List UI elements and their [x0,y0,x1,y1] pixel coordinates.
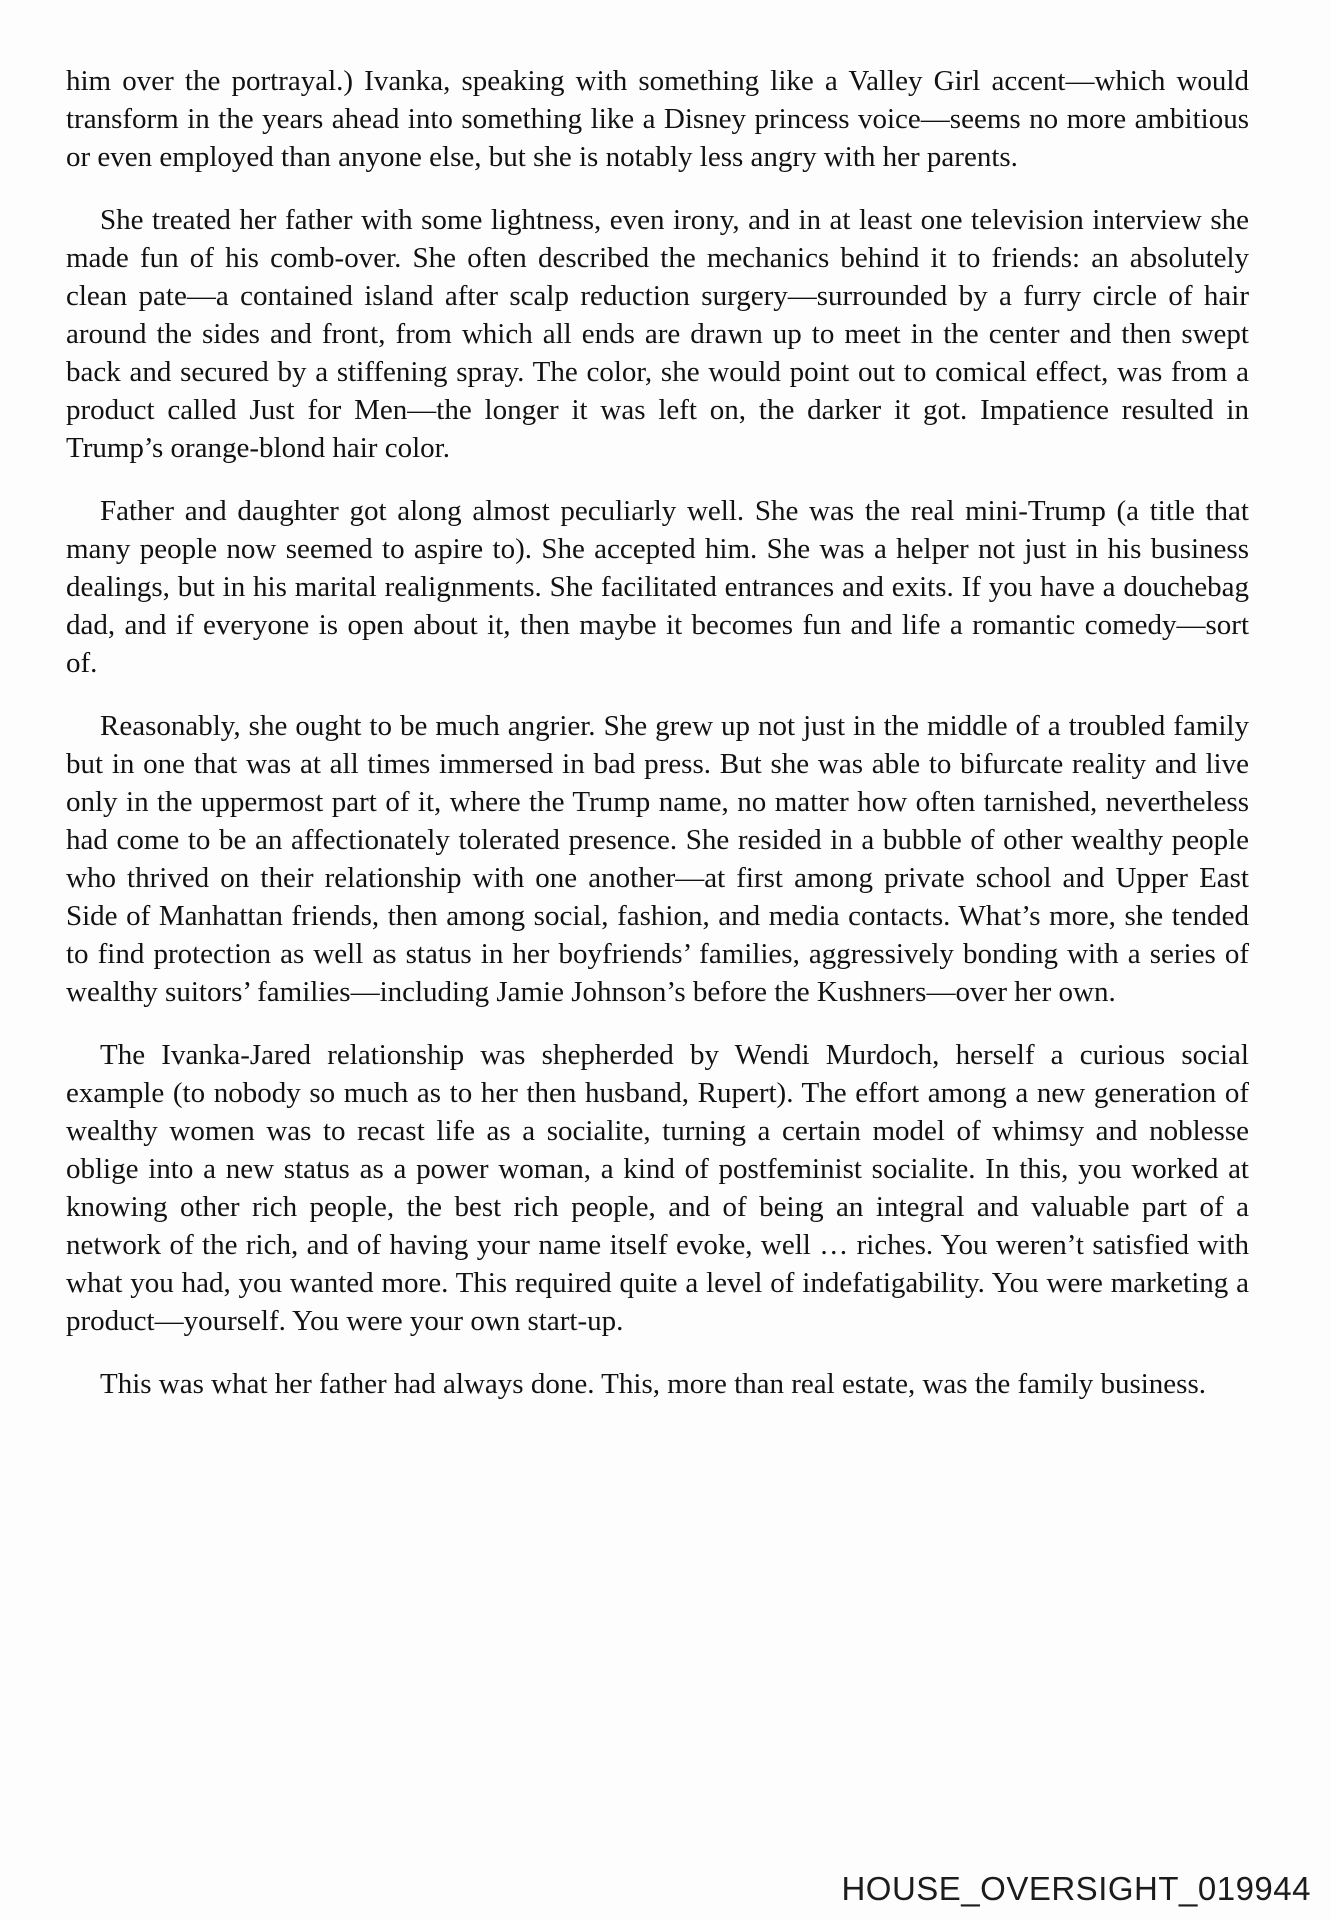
paragraph: him over the portrayal.) Ivanka, speaking with something like a Valley Girl accent—which would transform in the years ahead into something like a Disney princess voice—seems no more ambitious or even employed than anyone else, but she is notably less angry with her parents. [66,65,1249,173]
body-text [66,62,1249,1428]
paragraph: The Ivanka-Jared relationship was shepherded by Wendi Murdoch, herself a curious social example (to nobody so much as to her then husband, Rupert). The effort among a new generation of wealthy women was to recast life as a socialite, turning a certain model of whimsy and noblesse oblige into a new status as a power woman, a kind of postfeminist socialite. In this, you worked at knowing other rich people, the best rich people, and of being an integral and valuable part of a network of the rich, and of having your name itself evoke, well … riches. You weren’t satisfied with what you had, you wanted more. This required quite a level of indefatigability. You were marketing a product—yourself. You were your own start-up. [66,1039,1249,1337]
paragraph: Father and daughter got along almost peculiarly well. She was the real mini-Trump (a title that many people now seemed to aspire to). She accepted him. She was a helper not just in his business dealings, but in his marital realignments. She facilitated entrances and exits. If you have a douchebag dad, and if everyone is open about it, then maybe it becomes fun and life a romantic comedy—sort of. [66,495,1249,679]
paragraph: Reasonably, she ought to be much angrier. She grew up not just in the middle of a troubled family but in one that was at all times immersed in bad press. But she was able to bifurcate reality and live only in the uppermost part of it, where the Trump name, no matter how often tarnished, nevertheless had come to be an affectionately tolerated presence. She resided in a bubble of other wealthy people who thrived on their relationship with one another—at first among private school and Upper East Side of Manhattan friends, then among social, fashion, and media contacts. What’s more, she tended to find protection as well as status in her boyfriends’ families, aggressively bonding with a series of wealthy suitors’ families—including Jamie Johnson’s before the Kushners—over her own. [66,710,1249,1008]
paragraph: This was what her father had always done. This, more than real estate, was the family business. [100,1368,1206,1400]
paragraph: She treated her father with some lightness, even irony, and in at least one television interview she made fun of his comb-over. She often described the mechanics behind it to friends: an absolutely clean pate—a contained island after scalp reduction surgery—surrounded by a furry circle of hair around the sides and front, from which all ends are drawn up to meet in the center and then swept back and secured by a stiffening spray. The color, she would point out to comical effect, was from a product called Just for Men—the longer it was left on, the darker it got. Impatience resulted in Trump’s orange-blond hair color. [66,204,1249,464]
bates-number: HOUSE_OVERSIGHT_019944 [841,1870,1311,1907]
